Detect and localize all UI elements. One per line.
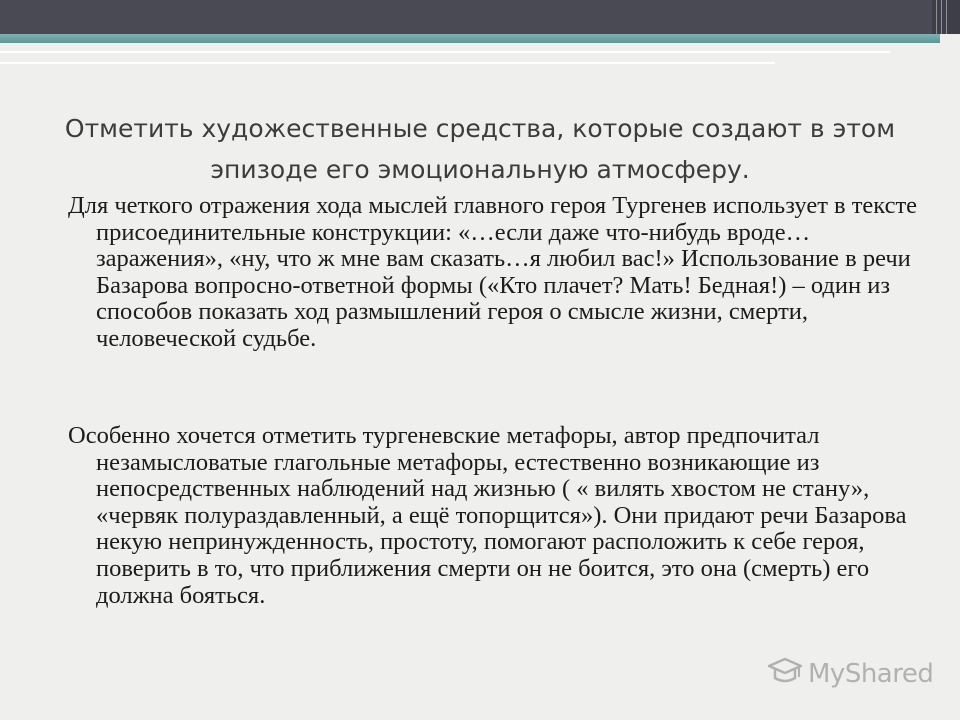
- mortarboard-icon: [768, 657, 802, 692]
- body-paragraph-1: Для четкого отражения хода мыслей главного героя Тургенев использует в тексте присоединительные конструкции: «…если даже что-нибудь вроде…заражения», «ну, что ж мне вам сказать…я любил вас!» Использование в речи Базарова вопросно-ответной формы («Кто плачет? Мать! Бедная!) – один из способов показать ход размышлений героя о смысле жизни, смерти, человеческой судьбе.: [68, 192, 918, 352]
- header-accent-line: [0, 62, 775, 64]
- header-divider-line: [936, 0, 937, 34]
- header-accent-line: [0, 51, 890, 53]
- header-divider-line: [941, 0, 942, 34]
- watermark-text: MyShared: [808, 659, 934, 689]
- header-divider-line: [946, 0, 947, 34]
- body-paragraph-2: Особенно хочется отметить тургеневские метафоры, автор предпочитал незамысловатые глагольные метафоры, естественно возникающие из непосредственных наблюдений над жизнью ( « вилять хвостом не стану», «червяк полураздавленный, а ещё топорщится»). Они придают речи Базарова некую непринужденность, простоту, помогают расположить к себе героя, поверить в то, что приближения смерти он не боится, это она (смерть) его должна бояться.: [68, 422, 907, 609]
- watermark: [768, 656, 933, 692]
- slide-title: Отметить художественные средства, которые создают в этом эпизоде его эмоциональную атмосферу.: [64, 114, 896, 184]
- header-dark-band: [0, 0, 960, 34]
- header-teal-stripe: [0, 34, 940, 43]
